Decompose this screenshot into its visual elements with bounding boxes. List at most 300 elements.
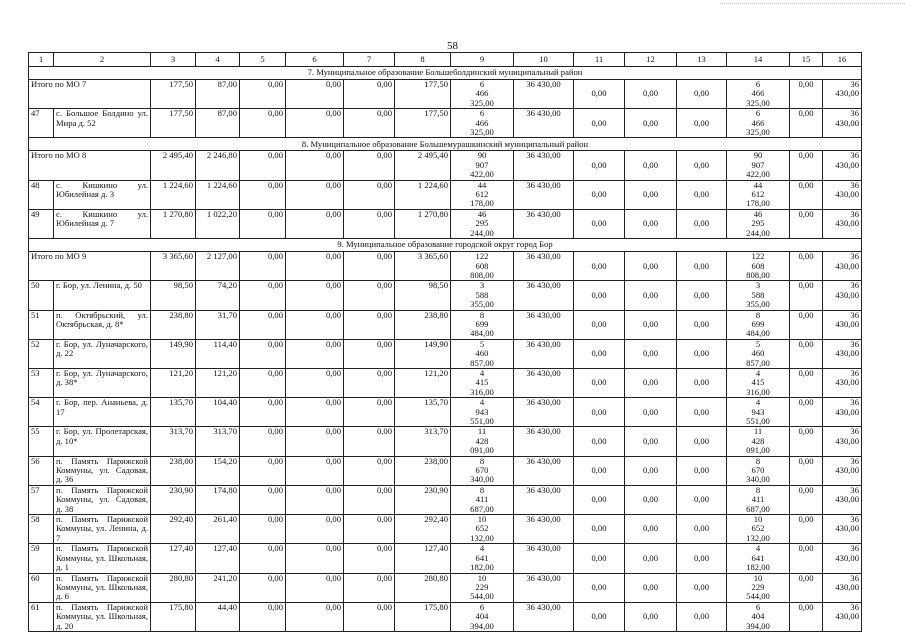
value-cell: 8 411 687,00 [727,485,790,514]
value-cell: 36 430,00 [514,109,574,138]
value-cell: 0,00 [790,339,823,368]
total-row [29,80,862,109]
value-cell: 0,00 [240,281,286,310]
value-cell: 3 365,60 [395,252,451,281]
value-cell: 0,00 [625,80,677,109]
value-cell: 104,40 [196,398,240,427]
value-cell: 0,00 [344,339,395,368]
value-cell: 36 430,00 [823,310,862,339]
value-cell: 135,70 [151,398,196,427]
value-cell: 0,00 [286,151,344,180]
value-cell: 0,00 [240,456,286,485]
value-cell: 0,00 [574,368,625,397]
header-cell: 6 [286,53,344,67]
total-label: Итого по МО 8 [29,151,151,180]
header-cell: 12 [625,53,677,67]
value-cell: 0,00 [344,252,395,281]
value-cell: 0,00 [574,485,625,514]
value-cell: 31,70 [196,310,240,339]
value-cell: 0,00 [677,310,727,339]
value-cell: 0,00 [677,544,727,573]
value-cell: 0,00 [344,427,395,456]
value-cell: 36 430,00 [823,80,862,109]
value-cell: 0,00 [790,281,823,310]
value-cell: 0,00 [574,456,625,485]
value-cell: 0,00 [344,281,395,310]
value-cell: 36 430,00 [514,427,574,456]
value-cell: 36 430,00 [823,209,862,238]
value-cell: 0,00 [344,456,395,485]
value-cell: 44,40 [196,602,240,631]
value-cell: 0,00 [625,281,677,310]
table-row [29,339,862,368]
value-cell: 0,00 [574,515,625,544]
value-cell: 177,50 [151,80,196,109]
header-cell: 10 [514,53,574,67]
value-cell: 0,00 [344,485,395,514]
header-cell: 15 [790,53,823,67]
value-cell: 0,00 [790,151,823,180]
value-cell: 0,00 [790,310,823,339]
value-cell: 36 430,00 [514,151,574,180]
value-cell: 0,00 [574,109,625,138]
value-cell: 36 430,00 [823,151,862,180]
value-cell: 177,50 [151,109,196,138]
value-cell: 154,20 [196,456,240,485]
value-cell: 0,00 [286,602,344,631]
value-cell: 0,00 [574,602,625,631]
value-cell: 10 229 544,00 [451,573,514,602]
value-cell: 0,00 [677,209,727,238]
value-cell: 2 495,40 [151,151,196,180]
value-cell: 1 270,80 [395,209,451,238]
value-cell: 2 127,00 [196,252,240,281]
value-cell: 6 466 325,00 [727,80,790,109]
table-body [29,53,862,632]
value-cell: 0,00 [344,398,395,427]
value-cell: 36 430,00 [514,602,574,631]
value-cell: 90 907 422,00 [727,151,790,180]
value-cell: 0,00 [625,151,677,180]
table-row [29,209,862,238]
row-number: 50 [29,281,54,310]
table-row [29,180,862,209]
value-cell: 36 430,00 [514,310,574,339]
value-cell: 36 430,00 [514,456,574,485]
table-row [29,310,862,339]
table-row [29,602,862,631]
header-cell: 9 [451,53,514,67]
value-cell: 0,00 [240,109,286,138]
value-cell: 292,40 [151,515,196,544]
value-cell: 0,00 [574,209,625,238]
row-number: 53 [29,368,54,397]
value-cell: 0,00 [677,602,727,631]
value-cell: 36 430,00 [514,209,574,238]
value-cell: 0,00 [286,398,344,427]
value-cell: 0,00 [677,281,727,310]
row-address: с. Большое Болдино ул. Мира д. 52 [54,109,151,138]
value-cell: 0,00 [286,456,344,485]
table-row [29,427,862,456]
value-cell: 0,00 [625,180,677,209]
section-title-row [29,67,862,80]
value-cell: 36 430,00 [823,602,862,631]
value-cell: 0,00 [790,544,823,573]
value-cell: 230,90 [151,485,196,514]
value-cell: 10 229 544,00 [727,573,790,602]
value-cell: 0,00 [790,427,823,456]
value-cell: 36 430,00 [823,180,862,209]
header-row [29,53,862,67]
value-cell: 36 430,00 [823,252,862,281]
value-cell: 121,20 [151,368,196,397]
value-cell: 0,00 [574,427,625,456]
value-cell: 0,00 [344,368,395,397]
value-cell: 0,00 [574,80,625,109]
value-cell: 0,00 [574,339,625,368]
value-cell: 121,20 [196,368,240,397]
value-cell: 6 466 325,00 [451,109,514,138]
value-cell: 36 430,00 [823,398,862,427]
value-cell: 0,00 [574,573,625,602]
value-cell: 238,80 [151,310,196,339]
value-cell: 0,00 [286,485,344,514]
header-cell: 13 [677,53,727,67]
value-cell: 292,40 [395,515,451,544]
value-cell: 0,00 [286,180,344,209]
value-cell: 0,00 [344,310,395,339]
value-cell: 313,70 [151,427,196,456]
value-cell: 8 699 484,00 [451,310,514,339]
value-cell: 0,00 [574,252,625,281]
value-cell: 0,00 [574,310,625,339]
value-cell: 36 430,00 [823,485,862,514]
row-number: 55 [29,427,54,456]
value-cell: 0,00 [344,544,395,573]
value-cell: 121,20 [395,368,451,397]
value-cell: 149,90 [151,339,196,368]
value-cell: 313,70 [395,427,451,456]
value-cell: 0,00 [240,602,286,631]
value-cell: 0,00 [344,209,395,238]
value-cell: 3 588 355,00 [451,281,514,310]
value-cell: 177,50 [395,109,451,138]
value-cell: 0,00 [286,80,344,109]
value-cell: 135,70 [395,398,451,427]
value-cell: 0,00 [240,180,286,209]
value-cell: 0,00 [790,368,823,397]
value-cell: 0,00 [625,544,677,573]
value-cell: 0,00 [240,339,286,368]
value-cell: 36 430,00 [823,109,862,138]
table-row [29,515,862,544]
row-address: г. Бор, ул. Пролетарская, д. 10* [54,427,151,456]
value-cell: 36 430,00 [514,252,574,281]
value-cell: 8 411 687,00 [451,485,514,514]
value-cell: 0,00 [240,310,286,339]
scan-edge-mark [720,3,905,5]
value-cell: 36 430,00 [514,339,574,368]
header-cell: 11 [574,53,625,67]
value-cell: 0,00 [240,151,286,180]
total-row [29,151,862,180]
value-cell: 0,00 [677,151,727,180]
value-cell: 1 224,60 [395,180,451,209]
value-cell: 0,00 [240,368,286,397]
value-cell: 36 430,00 [823,339,862,368]
row-number: 51 [29,310,54,339]
value-cell: 238,00 [395,456,451,485]
value-cell: 11 428 091,00 [451,427,514,456]
table-row [29,544,862,573]
value-cell: 122 608 808,00 [727,252,790,281]
value-cell: 0,00 [240,485,286,514]
value-cell: 127,40 [395,544,451,573]
value-cell: 0,00 [240,209,286,238]
value-cell: 0,00 [344,573,395,602]
value-cell: 0,00 [790,180,823,209]
value-cell: 46 295 244,00 [451,209,514,238]
value-cell: 36 430,00 [514,573,574,602]
row-address: с. Кишкино ул. Юбилейная д. 3 [54,180,151,209]
value-cell: 0,00 [790,602,823,631]
value-cell: 0,00 [286,515,344,544]
value-cell: 0,00 [286,573,344,602]
value-cell: 0,00 [240,252,286,281]
value-cell: 10 652 132,00 [451,515,514,544]
row-number: 48 [29,180,54,209]
table-row [29,368,862,397]
value-cell: 0,00 [677,109,727,138]
value-cell: 1 224,60 [151,180,196,209]
row-number: 49 [29,209,54,238]
value-cell: 5 460 857,00 [451,339,514,368]
value-cell: 1 022,20 [196,209,240,238]
value-cell: 36 430,00 [514,485,574,514]
value-cell: 0,00 [286,339,344,368]
value-cell: 0,00 [625,573,677,602]
row-address: п. Память Парижской Коммуны, ул. Садовая, д. 38 [54,485,151,514]
value-cell: 0,00 [344,602,395,631]
header-cell: 16 [823,53,862,67]
value-cell: 36 430,00 [823,544,862,573]
value-cell: 4 415 316,00 [727,368,790,397]
value-cell: 36 430,00 [823,427,862,456]
value-cell: 0,00 [240,427,286,456]
value-cell: 230,90 [395,485,451,514]
value-cell: 0,00 [286,310,344,339]
value-cell: 0,00 [790,456,823,485]
value-cell: 98,50 [151,281,196,310]
value-cell: 0,00 [677,252,727,281]
section-title-row [29,138,862,151]
value-cell: 6 466 325,00 [451,80,514,109]
value-cell: 1 270,80 [151,209,196,238]
value-cell: 0,00 [574,281,625,310]
value-cell: 0,00 [240,573,286,602]
value-cell: 0,00 [677,80,727,109]
value-cell: 0,00 [625,602,677,631]
value-cell: 0,00 [286,109,344,138]
table-row [29,573,862,602]
value-cell: 280,80 [395,573,451,602]
row-address: г. Бор, ул. Луначарского, д. 22 [54,339,151,368]
value-cell: 0,00 [625,456,677,485]
header-cell: 7 [344,53,395,67]
header-cell: 14 [727,53,790,67]
row-number: 54 [29,398,54,427]
data-table [28,52,862,632]
value-cell: 0,00 [677,456,727,485]
value-cell: 0,00 [677,515,727,544]
value-cell: 175,80 [151,602,196,631]
total-row [29,252,862,281]
value-cell: 0,00 [625,109,677,138]
row-number: 52 [29,339,54,368]
value-cell: 90 907 422,00 [451,151,514,180]
value-cell: 0,00 [286,252,344,281]
value-cell: 0,00 [574,151,625,180]
value-cell: 11 428 091,00 [727,427,790,456]
table-row [29,281,862,310]
row-number: 47 [29,109,54,138]
value-cell: 0,00 [677,427,727,456]
row-address: п. Память Парижской Коммуны, ул. Школьная, д. 1 [54,544,151,573]
value-cell: 5 460 857,00 [727,339,790,368]
value-cell: 177,50 [395,80,451,109]
value-cell: 0,00 [574,398,625,427]
value-cell: 1 224,60 [196,180,240,209]
value-cell: 0,00 [344,109,395,138]
value-cell: 0,00 [625,485,677,514]
value-cell: 4 641 182,00 [727,544,790,573]
row-address: г. Бор, пер. Ананьева, д. 17 [54,398,151,427]
table-row [29,456,862,485]
value-cell: 0,00 [790,252,823,281]
total-label: Итого по МО 9 [29,252,151,281]
section-title: 9. Муниципальное образование городской округ город Бор [29,239,862,252]
value-cell: 0,00 [677,180,727,209]
value-cell: 0,00 [790,515,823,544]
value-cell: 0,00 [625,339,677,368]
value-cell: 36 430,00 [823,515,862,544]
value-cell: 36 430,00 [514,398,574,427]
value-cell: 6 466 325,00 [727,109,790,138]
value-cell: 0,00 [790,485,823,514]
value-cell: 313,70 [196,427,240,456]
table-row [29,398,862,427]
row-address: п. Октябрьский, ул. Октябрьская, д. 8* [54,310,151,339]
value-cell: 0,00 [240,544,286,573]
value-cell: 0,00 [240,80,286,109]
section-title: 7. Муниципальное образование Большеболдинский муниципальный район [29,67,862,80]
header-cell: 1 [29,53,54,67]
value-cell: 0,00 [286,544,344,573]
value-cell: 0,00 [677,573,727,602]
page-number: 58 [447,40,458,52]
value-cell: 0,00 [625,398,677,427]
row-address: п. Память Парижской Коммуны, ул. Школьная, д. 20 [54,602,151,631]
value-cell: 0,00 [790,398,823,427]
value-cell: 0,00 [625,252,677,281]
value-cell: 98,50 [395,281,451,310]
value-cell: 0,00 [677,485,727,514]
value-cell: 36 430,00 [514,515,574,544]
value-cell: 8 670 340,00 [727,456,790,485]
value-cell: 0,00 [344,180,395,209]
value-cell: 3 365,60 [151,252,196,281]
value-cell: 36 430,00 [514,80,574,109]
value-cell: 175,80 [395,602,451,631]
value-cell: 0,00 [240,398,286,427]
row-address: п. Память Парижской Коммуны, ул. Ленина, д. 7 [54,515,151,544]
value-cell: 3 588 355,00 [727,281,790,310]
row-number: 57 [29,485,54,514]
value-cell: 127,40 [151,544,196,573]
value-cell: 0,00 [344,151,395,180]
value-cell: 0,00 [790,80,823,109]
value-cell: 0,00 [625,427,677,456]
value-cell: 0,00 [286,209,344,238]
value-cell: 0,00 [286,427,344,456]
value-cell: 6 404 394,00 [451,602,514,631]
total-label: Итого по МО 7 [29,80,151,109]
value-cell: 0,00 [790,109,823,138]
section-title-row [29,239,862,252]
value-cell: 0,00 [625,209,677,238]
value-cell: 0,00 [790,209,823,238]
row-address: п. Память Парижской Коммуны, ул. Садовая, д. 36 [54,456,151,485]
value-cell: 36 430,00 [823,573,862,602]
value-cell: 44 612 178,00 [727,180,790,209]
value-cell: 0,00 [344,515,395,544]
row-number: 56 [29,456,54,485]
value-cell: 36 430,00 [823,368,862,397]
value-cell: 87,00 [196,109,240,138]
value-cell: 46 295 244,00 [727,209,790,238]
value-cell: 174,80 [196,485,240,514]
value-cell: 36 430,00 [514,368,574,397]
value-cell: 122 608 808,00 [451,252,514,281]
value-cell: 4 943 551,00 [451,398,514,427]
row-number: 61 [29,602,54,631]
header-cell: 8 [395,53,451,67]
header-cell: 4 [196,53,240,67]
value-cell: 0,00 [344,80,395,109]
table-row [29,109,862,138]
value-cell: 0,00 [286,368,344,397]
value-cell: 238,00 [151,456,196,485]
header-cell: 2 [54,53,151,67]
value-cell: 2 246,80 [196,151,240,180]
table-row [29,485,862,514]
header-cell: 5 [240,53,286,67]
value-cell: 0,00 [240,515,286,544]
value-cell: 0,00 [625,310,677,339]
row-address: п. Память Парижской Коммуны, ул. Школьная, д. 6 [54,573,151,602]
value-cell: 280,80 [151,573,196,602]
value-cell: 0,00 [677,339,727,368]
row-number: 58 [29,515,54,544]
value-cell: 6 404 394,00 [727,602,790,631]
value-cell: 261,40 [196,515,240,544]
value-cell: 2 495,40 [395,151,451,180]
value-cell: 87,00 [196,80,240,109]
value-cell: 74,20 [196,281,240,310]
value-cell: 0,00 [574,180,625,209]
value-cell: 8 670 340,00 [451,456,514,485]
